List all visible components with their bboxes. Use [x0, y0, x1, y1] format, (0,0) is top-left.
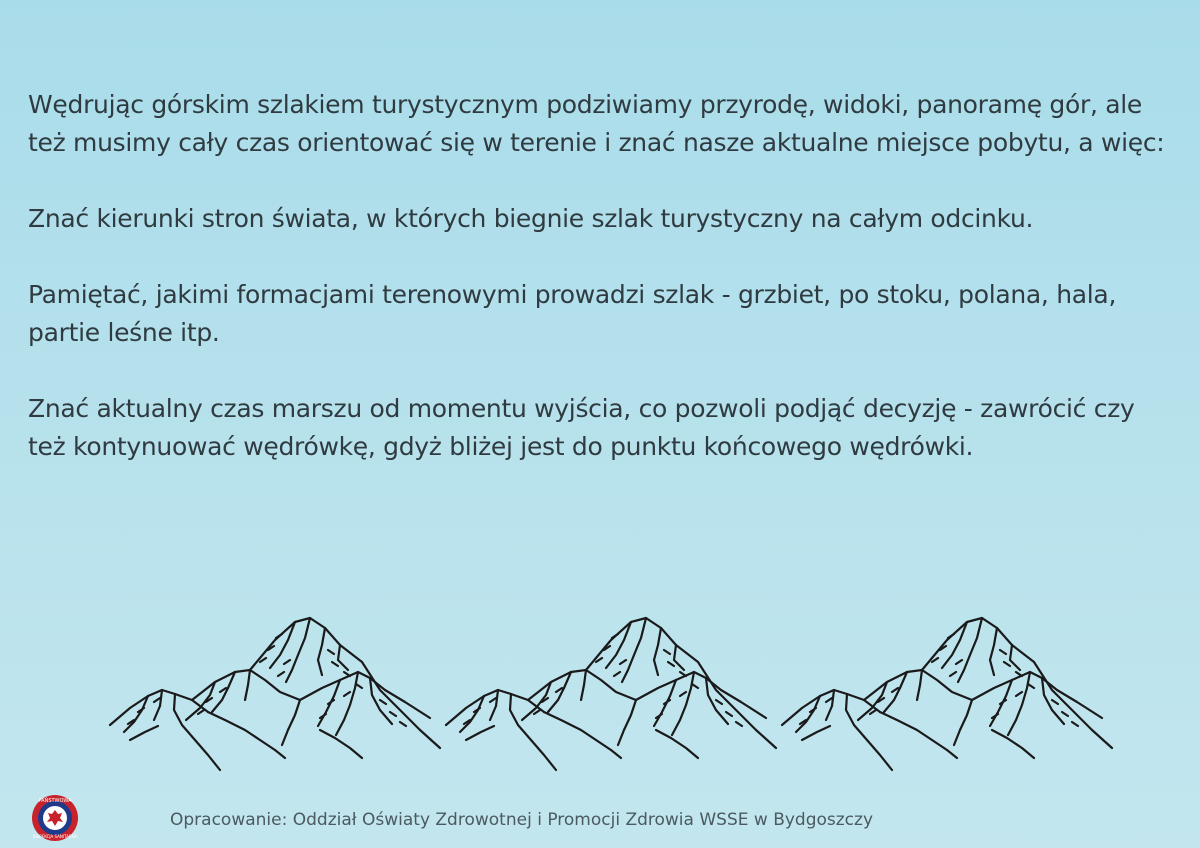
mountain-range-3 [782, 618, 1112, 770]
eagle-emblem-icon [24, 793, 86, 843]
main-text [28, 86, 1178, 504]
mountains-illustration [100, 600, 1120, 790]
intro-paragraph: Wędrując górskim szlakiem turystycznym podziwiamy przyrodę, widoki, panoramę gór, ale też musimy cały czas orientować się w terenie i znać nasze aktualne miejsce pobytu, a więc: [28, 90, 1165, 157]
inspection-logo [24, 793, 86, 843]
tip-time: Znać aktualny czas marszu od momentu wyjścia, co pozwoli podjąć decyzję - zawrócić czy też kontynuować wędrówkę, gdyż bliżej jest do punktu końcowego wędrówki. [28, 394, 1135, 461]
footer-credit: Opracowanie: Oddział Oświaty Zdrowotnej i Promocji Zdrowia WSSE w Bydgoszczy [170, 810, 874, 830]
tip-terrain: Pamiętać, jakimi formacjami terenowymi prowadzi szlak - grzbiet, po stoku, polana, hala, partie leśne itp. [28, 280, 1117, 347]
mountain-range-1 [110, 618, 440, 770]
tip-directions: Znać kierunki stron świata, w których biegnie szlak turystyczny na całym odcinku. [28, 204, 1034, 233]
mountain-range-2 [446, 618, 776, 770]
svg-text:PAŃSTWOWA: PAŃSTWOWA [38, 798, 72, 804]
svg-text:INSPEKCJA SANITARNA: INSPEKCJA SANITARNA [32, 834, 78, 839]
